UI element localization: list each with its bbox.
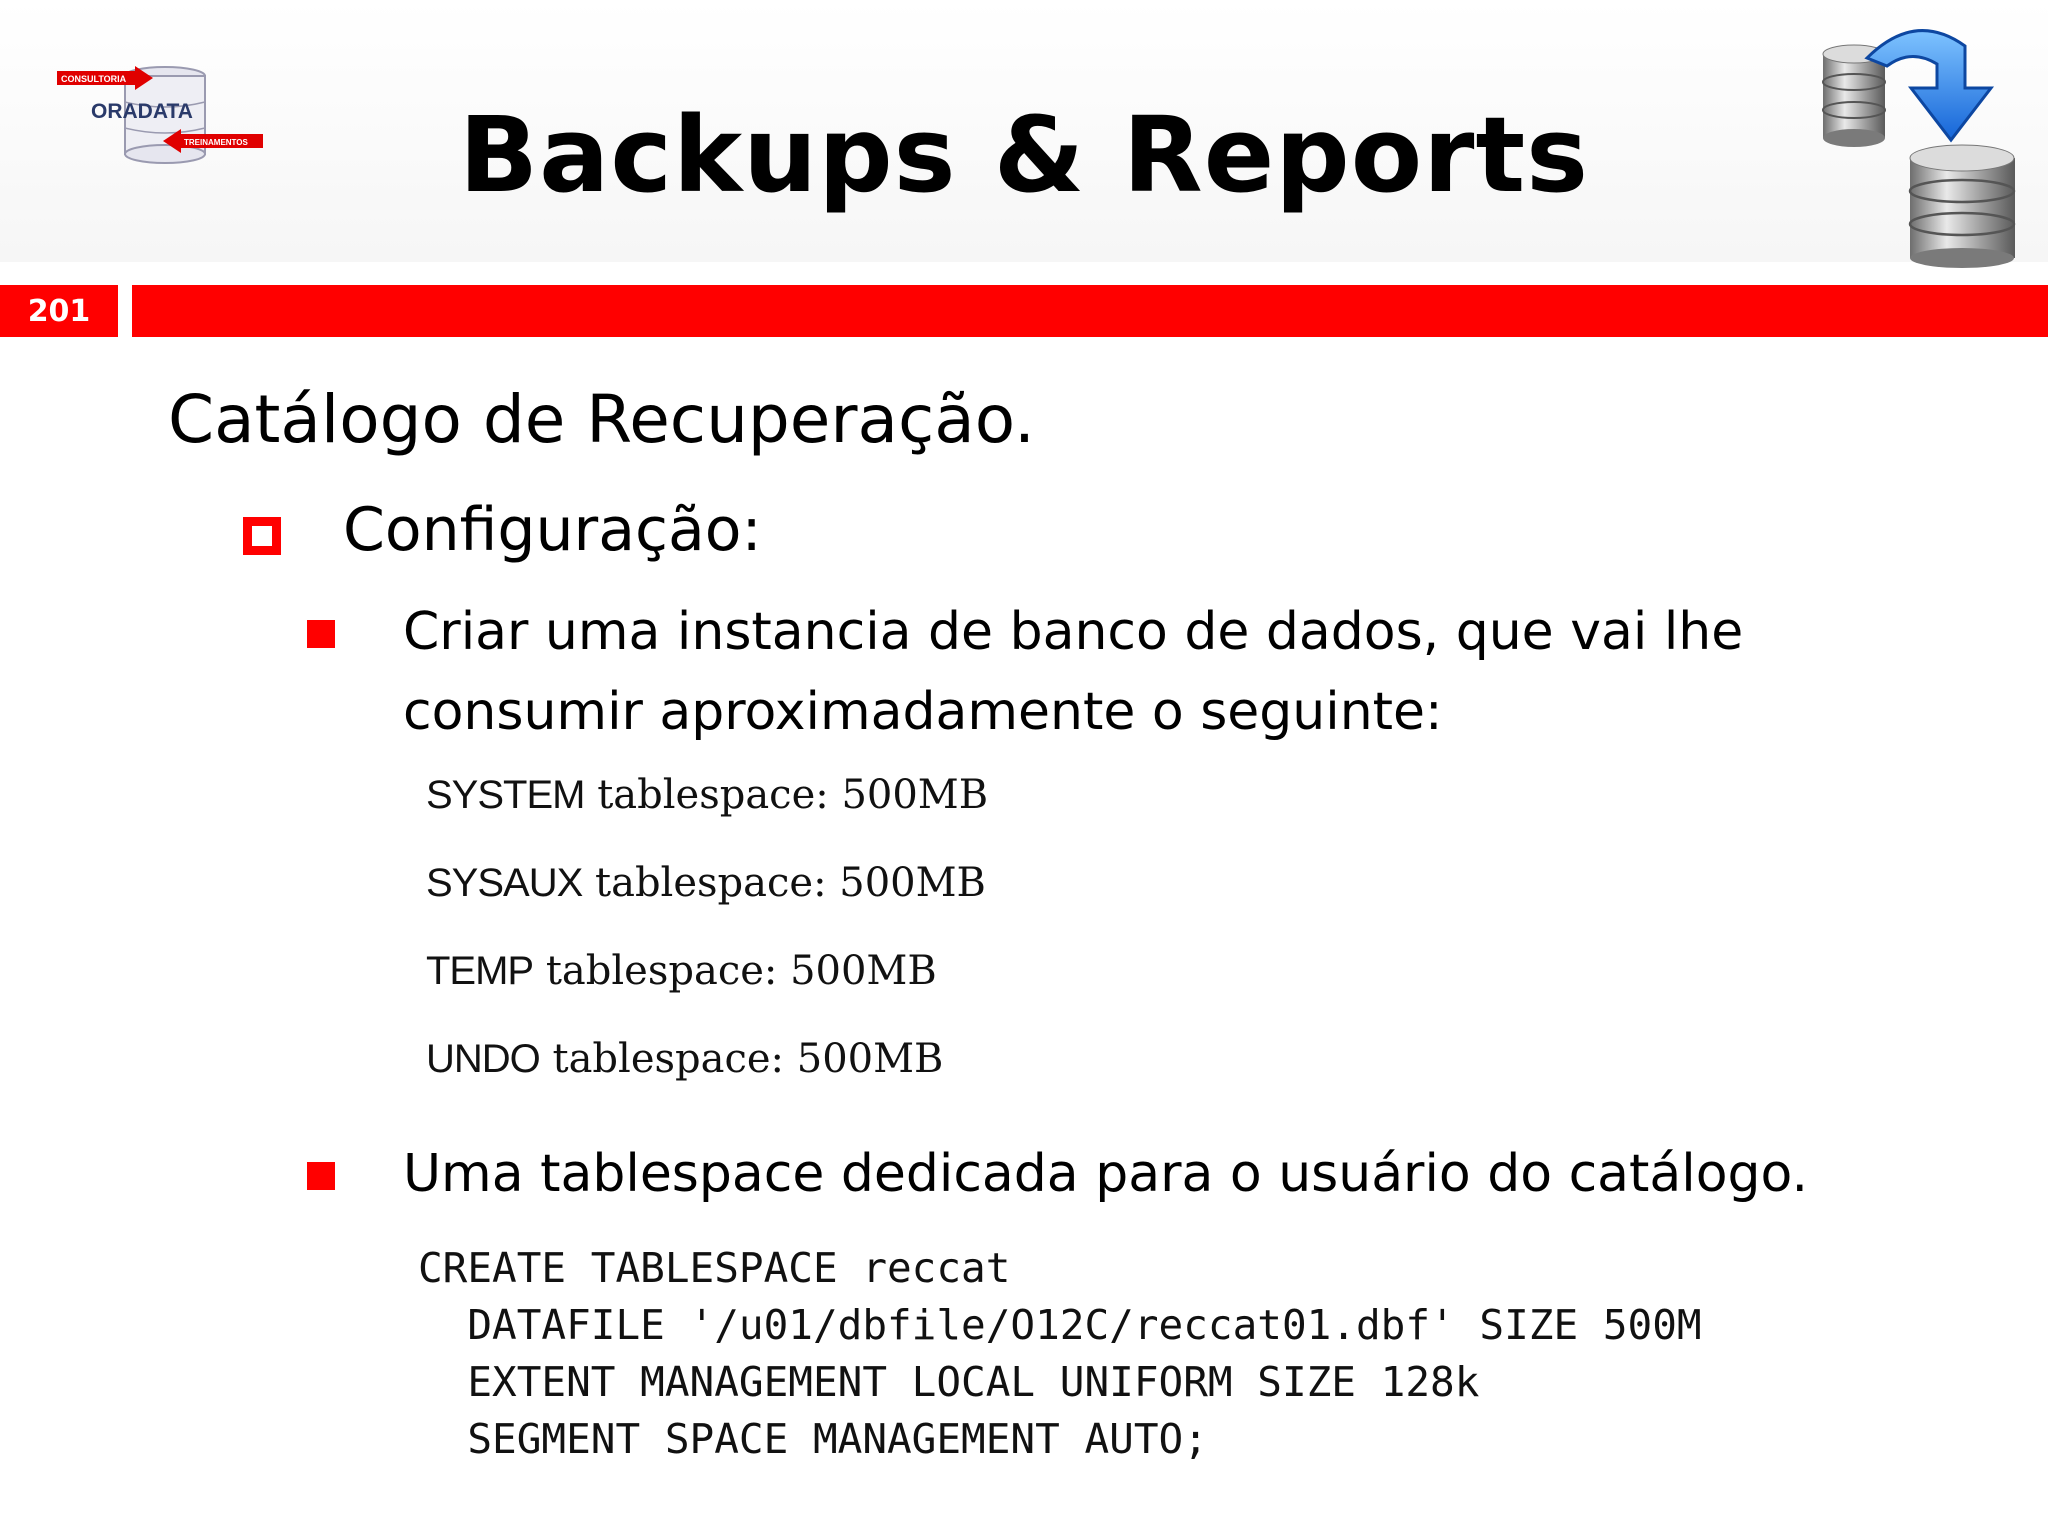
logo-bottom-label: TREINAMENTOS — [184, 138, 248, 147]
sql-code-block — [418, 1240, 1702, 1468]
tablespace-line — [426, 1036, 943, 1082]
slide-number: 201 — [0, 285, 118, 337]
heading-level2: Configuração: — [343, 495, 762, 565]
code-line: CREATE TABLESPACE reccat — [418, 1244, 1011, 1292]
logo-name: ORADATA — [91, 100, 193, 123]
bullet-text-tablespace: Uma tablespace dedicada para o usuário do catálogo. — [403, 1144, 1808, 1204]
tablespace-name: SYSAUX — [426, 861, 583, 905]
tablespace-line — [426, 772, 988, 818]
heading-level1: Catálogo de Recuperação. — [168, 381, 1035, 458]
square-bullet-icon — [307, 1162, 335, 1190]
hollow-square-bullet-icon — [243, 517, 281, 555]
logo-top-label: CONSULTORIA — [61, 74, 127, 84]
bullet-text-instance: Criar uma instancia de banco de dados, que vai lhe consumir aproximadamente o seguinte: — [403, 602, 1744, 742]
tablespace-name: UNDO — [426, 1037, 540, 1081]
code-line: EXTENT MANAGEMENT LOCAL UNIFORM SIZE 128k — [418, 1358, 1480, 1406]
code-line: SEGMENT SPACE MANAGEMENT AUTO; — [418, 1415, 1208, 1463]
tablespace-line — [426, 948, 937, 994]
database-backup-icon — [1815, 18, 2020, 268]
tablespace-size: tablespace: 500MB — [545, 948, 937, 994]
tablespace-name: SYSTEM — [426, 773, 585, 817]
slide-title: Backups & Reports — [458, 94, 1590, 216]
tablespace-size: tablespace: 500MB — [552, 1036, 944, 1082]
tablespace-name: TEMP — [426, 949, 534, 993]
tablespace-line — [426, 860, 986, 906]
accent-bar — [132, 285, 2048, 337]
code-line: DATAFILE '/u01/dbfile/O12C/reccat01.dbf' SIZE 500M — [418, 1301, 1702, 1349]
square-bullet-icon — [307, 620, 335, 648]
tablespace-size: tablespace: 500MB — [595, 860, 986, 906]
tablespace-size: tablespace: 500MB — [597, 772, 989, 818]
